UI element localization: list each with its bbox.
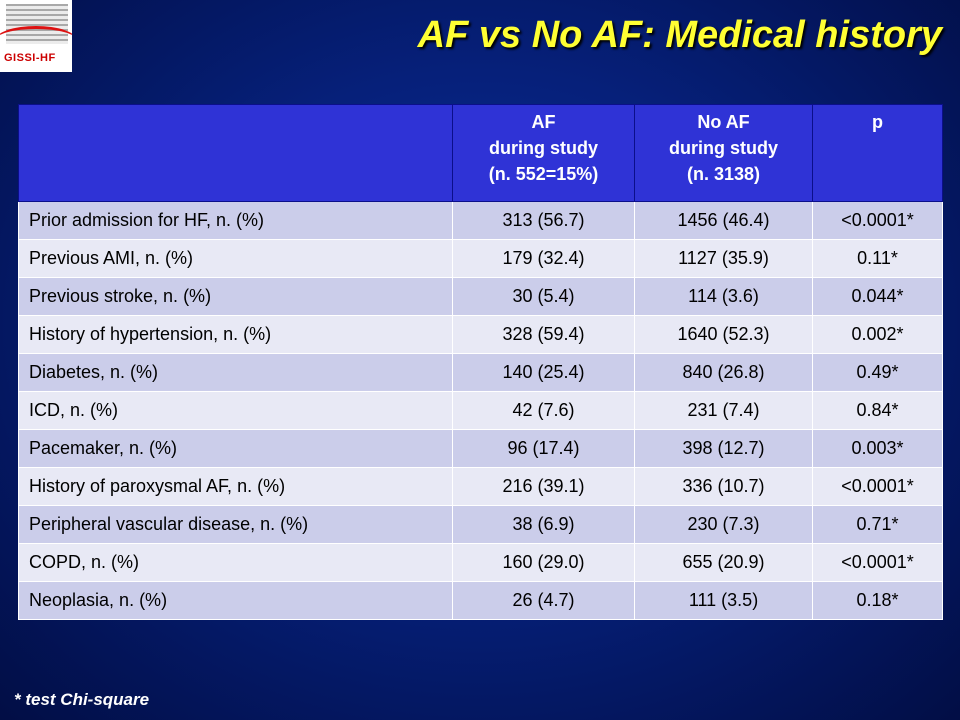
no-af-value: 230 (7.3) xyxy=(635,506,813,544)
af-value: 96 (17.4) xyxy=(453,430,635,468)
header-no-af-line: No AF xyxy=(697,112,750,132)
af-value: 216 (39.1) xyxy=(453,468,635,506)
table-body xyxy=(19,202,943,620)
af-value: 42 (7.6) xyxy=(453,392,635,430)
row-label: Previous stroke, n. (%) xyxy=(19,278,453,316)
row-label: Peripheral vascular disease, n. (%) xyxy=(19,506,453,544)
af-value: 38 (6.9) xyxy=(453,506,635,544)
p-value: 0.044* xyxy=(813,278,943,316)
no-af-value: 111 (3.5) xyxy=(635,582,813,620)
p-value: 0.11* xyxy=(813,240,943,278)
logo-swoosh xyxy=(0,26,72,53)
row-label: Previous AMI, n. (%) xyxy=(19,240,453,278)
header-af-line: AF xyxy=(531,112,556,132)
p-value: 0.71* xyxy=(813,506,943,544)
table-row xyxy=(19,582,943,620)
af-value: 328 (59.4) xyxy=(453,316,635,354)
af-value: 30 (5.4) xyxy=(453,278,635,316)
table-row xyxy=(19,468,943,506)
no-af-value: 231 (7.4) xyxy=(635,392,813,430)
table-row xyxy=(19,506,943,544)
no-af-value: 1456 (46.4) xyxy=(635,202,813,240)
no-af-value: 336 (10.7) xyxy=(635,468,813,506)
table-row xyxy=(19,202,943,240)
no-af-value: 114 (3.6) xyxy=(635,278,813,316)
af-value: 313 (56.7) xyxy=(453,202,635,240)
af-value: 140 (25.4) xyxy=(453,354,635,392)
p-value: <0.0001* xyxy=(813,202,943,240)
gissi-hf-logo xyxy=(0,0,72,72)
af-value: 179 (32.4) xyxy=(453,240,635,278)
p-value: <0.0001* xyxy=(813,544,943,582)
table-header-row xyxy=(19,105,943,202)
p-value: 0.003* xyxy=(813,430,943,468)
table-row xyxy=(19,316,943,354)
row-label: ICD, n. (%) xyxy=(19,392,453,430)
footnote: * test Chi-square xyxy=(14,690,150,709)
logo-text: GISSI-HF xyxy=(4,52,56,64)
header-p: p xyxy=(813,105,943,202)
medical-history-table xyxy=(18,104,943,620)
row-label: History of hypertension, n. (%) xyxy=(19,316,453,354)
row-label: Pacemaker, n. (%) xyxy=(19,430,453,468)
no-af-value: 1640 (52.3) xyxy=(635,316,813,354)
header-no-af xyxy=(635,105,813,202)
p-value: 0.18* xyxy=(813,582,943,620)
no-af-value: 840 (26.8) xyxy=(635,354,813,392)
af-value: 26 (4.7) xyxy=(453,582,635,620)
no-af-value: 655 (20.9) xyxy=(635,544,813,582)
p-value: 0.84* xyxy=(813,392,943,430)
row-label: Neoplasia, n. (%) xyxy=(19,582,453,620)
header-empty xyxy=(19,105,453,202)
p-value: <0.0001* xyxy=(813,468,943,506)
row-label: Diabetes, n. (%) xyxy=(19,354,453,392)
header-no-af-line: during study xyxy=(669,138,778,158)
header-no-af-line: (n. 3138) xyxy=(686,164,761,184)
no-af-value: 398 (12.7) xyxy=(635,430,813,468)
table-row xyxy=(19,544,943,582)
slide-title: AF vs No AF: Medical history xyxy=(417,14,942,56)
p-value: 0.49* xyxy=(813,354,943,392)
table-row xyxy=(19,278,943,316)
header-af-line: during study xyxy=(489,138,598,158)
no-af-value: 1127 (35.9) xyxy=(635,240,813,278)
p-value: 0.002* xyxy=(813,316,943,354)
header-af xyxy=(453,105,635,202)
row-label: Prior admission for HF, n. (%) xyxy=(19,202,453,240)
header-af-line: (n. 552=15%) xyxy=(488,164,599,184)
table-row xyxy=(19,392,943,430)
table-row xyxy=(19,430,943,468)
table-row xyxy=(19,240,943,278)
row-label: COPD, n. (%) xyxy=(19,544,453,582)
row-label: History of paroxysmal AF, n. (%) xyxy=(19,468,453,506)
af-value: 160 (29.0) xyxy=(453,544,635,582)
table-row xyxy=(19,354,943,392)
